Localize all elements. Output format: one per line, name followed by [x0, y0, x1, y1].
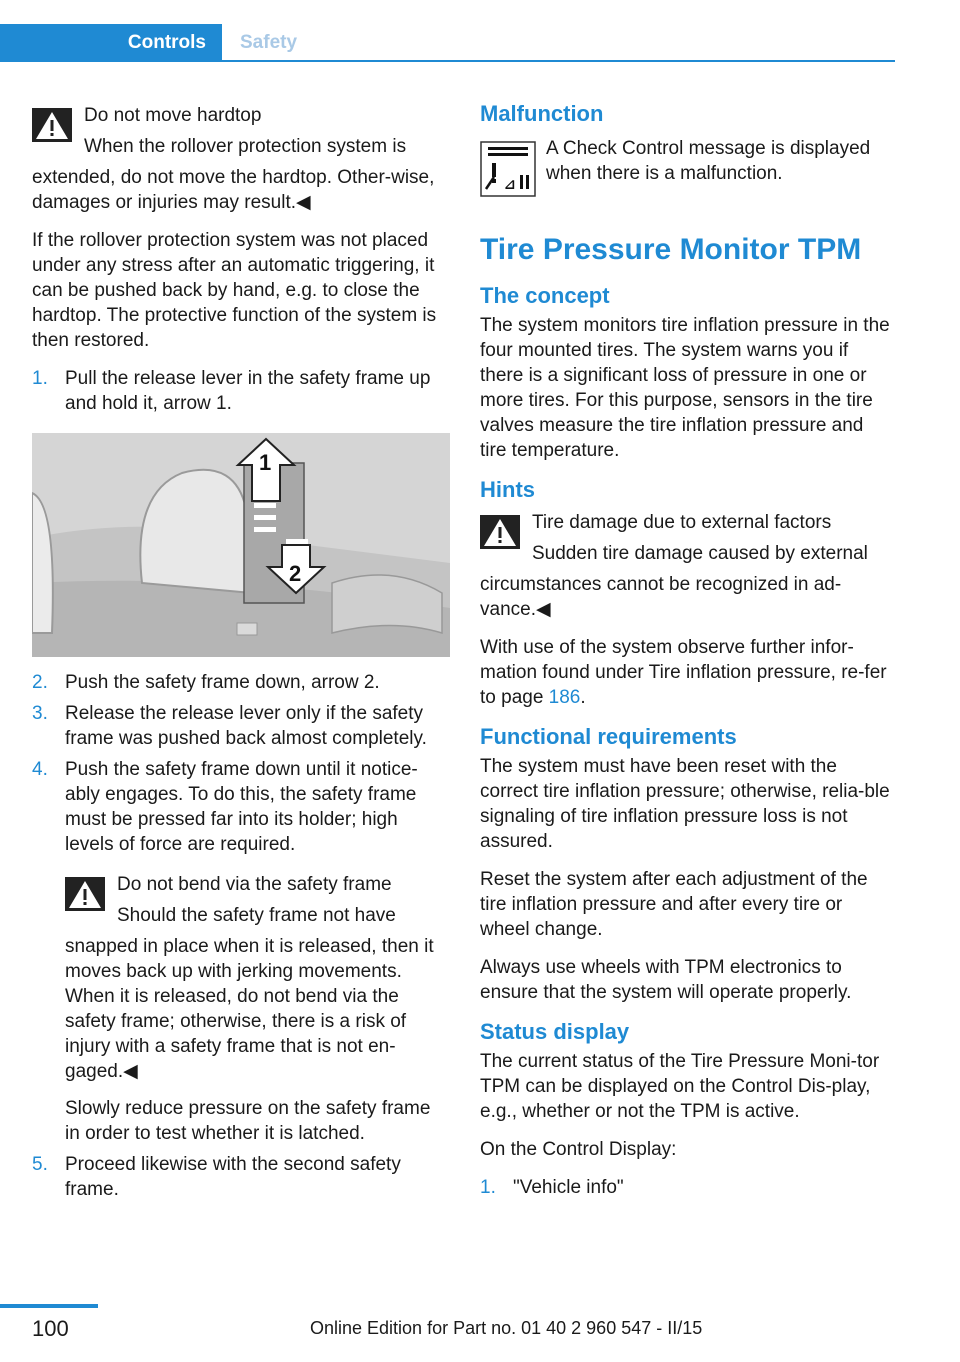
step-number: 1. — [32, 368, 48, 389]
list-item — [480, 1175, 890, 1200]
hint-text: With use of the system observe further infor-mation found under Tire inflation pressure, re-fer to page — [480, 637, 887, 708]
warning-body: extended, do not move the hardtop. Other-wise, damages or injuries may result.◀ — [32, 167, 435, 213]
concept-heading: The concept — [480, 283, 610, 308]
step-text: Pull the release lever in the safety frame up and hold it, arrow 1. — [65, 368, 431, 414]
safety-frame-illustration — [32, 433, 450, 657]
warning-tire-damage — [480, 507, 890, 622]
warning-body: snapped in place when it is released, then it moves back up with jerking movements. When it is released, do not bend via the safety frame; otherwise, there is a risk of injury with a safety frame that is not en-gaged.◀ — [65, 936, 434, 1082]
malfunction-text: A Check Control message is displayed when there is a malfunction. — [546, 138, 871, 184]
tab-safety[interactable]: Safety — [240, 32, 298, 53]
warning-safety-frame — [65, 869, 450, 1084]
warning-hardtop — [32, 100, 450, 215]
warning-triangle-icon — [65, 877, 105, 911]
hint-paragraph — [480, 635, 890, 710]
list-item — [32, 670, 450, 695]
arrow-1-label: 1 — [259, 450, 272, 475]
func-paragraph-1: The system must have been reset with the correct tire inflation pressure; otherwise, relia-ble signaling of tire inflation pressure loss is not assured. — [480, 756, 890, 852]
arrow-2-label: 2 — [289, 561, 302, 586]
tire-pressure-warning-icon — [480, 141, 536, 197]
safety-frame-figure — [32, 433, 450, 657]
list-item — [32, 757, 450, 1146]
warning-triangle-icon — [480, 515, 520, 549]
steps-list-a — [32, 366, 450, 416]
page-link-186[interactable]: 186 — [548, 687, 581, 708]
step-number: 4. — [32, 759, 48, 780]
hints-heading: Hints — [480, 477, 535, 502]
footer-rule — [0, 1304, 98, 1308]
page-number: 100 — [32, 1316, 69, 1341]
left-column — [32, 100, 450, 1208]
status-paragraph-1: The current status of the Tire Pressure Moni-tor TPM can be displayed on the Control Dis-play, e.g., whether or not the TPM is active. — [480, 1051, 880, 1122]
step-number: 2. — [32, 672, 48, 693]
functional-requirements-heading: Functional requirements — [480, 724, 737, 749]
malfunction-heading: Malfunction — [480, 101, 604, 126]
warning-title: Do not move hardtop — [84, 105, 262, 126]
warning-body: circumstances cannot be recognized in ad-vance.◀ — [480, 574, 842, 620]
warning-line: Sudden tire damage caused by external — [532, 543, 868, 564]
step-text: Push the safety frame down until it notice-ably engages. To do this, the safety frame must be pressed far into its holder; high levels of force are required. — [65, 759, 418, 855]
step-text: Release the release lever only if the safety frame was pushed back almost completely. — [65, 703, 427, 749]
step-text: Proceed likewise with the second safety frame. — [65, 1154, 401, 1200]
right-column — [480, 100, 890, 1212]
list-item — [32, 366, 450, 416]
step-number: 5. — [32, 1154, 48, 1175]
warning-title: Do not bend via the safety frame — [117, 874, 392, 895]
func-paragraph-2: Reset the system after each adjustment of the tire inflation pressure and after every tire or wheel change. — [480, 869, 868, 940]
list-item — [32, 701, 450, 751]
header-rule — [0, 60, 895, 62]
list-item — [32, 1152, 450, 1202]
status-paragraph-2: On the Control Display: — [480, 1139, 677, 1160]
warning-title: Tire damage due to external factors — [532, 512, 832, 533]
status-display-heading: Status display — [480, 1019, 630, 1044]
func-paragraph-3: Always use wheels with TPM electronics to ensure that the system will operate properly. — [480, 957, 852, 1003]
malfunction-block — [480, 136, 890, 206]
concept-text: The system monitors tire inflation pressure in the four mounted tires. The system warns you if there is a significant loss of pressure in one or more tires. For this purpose, sensors in the tire valves measure the tire inflation pressure and tire temperature. — [480, 315, 890, 461]
hint-text-end: . — [580, 687, 586, 708]
step-text: "Vehicle info" — [513, 1177, 624, 1198]
status-steps — [480, 1175, 890, 1200]
warning-triangle-icon — [32, 108, 72, 142]
step-number: 3. — [32, 703, 48, 724]
steps-list-b — [32, 670, 450, 1202]
edition-info: Online Edition for Part no. 01 40 2 960 547 - II/15 — [310, 1318, 703, 1338]
tab-controls[interactable]: Controls — [0, 24, 222, 62]
page-header — [0, 0, 895, 62]
step-note: Slowly reduce pressure on the safety frame in order to test whether it is latched. — [65, 1098, 431, 1144]
step-number: 1. — [480, 1177, 496, 1198]
paragraph-restore: If the rollover protection system was not placed under any stress after an automatic triggering, it can be pushed back by hand, e.g. to close the hardtop. The protective function of the system is then restored. — [32, 230, 437, 351]
svg-text:⊿: ⊿ — [504, 177, 516, 193]
step-text: Push the safety frame down, arrow 2. — [65, 672, 380, 693]
tpm-heading: Tire Pressure Monitor TPM — [480, 233, 862, 266]
warning-line: When the rollover protection system is — [84, 136, 407, 157]
warning-line: Should the safety frame not have — [117, 905, 396, 926]
